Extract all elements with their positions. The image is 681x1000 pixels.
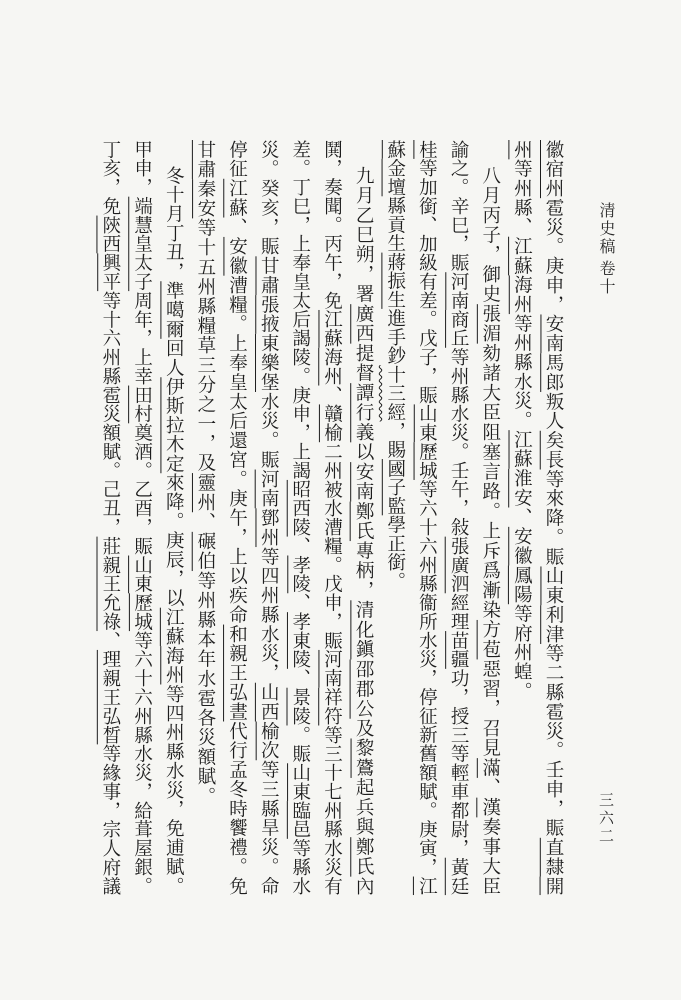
text-column xyxy=(286,140,314,895)
proper-name: 譚行義 xyxy=(353,383,375,443)
proper-name: 東樂堡 xyxy=(258,333,280,392)
proper-name: 漢 xyxy=(479,797,501,818)
proper-name: 河南 xyxy=(258,469,280,509)
proper-name: 安徽 xyxy=(226,236,248,276)
text-run: 來降。庚辰，以 xyxy=(163,473,185,608)
text-run: 等來降。賑 xyxy=(543,469,564,567)
proper-name: 張掖 xyxy=(258,295,280,334)
proper-name: 蘇 xyxy=(384,140,406,159)
text-column xyxy=(381,140,409,590)
proper-name: 矣長 xyxy=(543,430,564,470)
text-run: 諭之。辛巳，賑 xyxy=(448,140,470,273)
text-run: 等四州縣水災， xyxy=(258,547,280,683)
text-column xyxy=(412,140,440,895)
text-column xyxy=(444,140,472,895)
text-run: 等四州縣水災，免逋賦。 xyxy=(163,684,185,896)
text-run: 等州縣本年水雹各災額賦。 xyxy=(194,571,216,806)
text-run: 起兵與 xyxy=(353,777,375,838)
proper-name: 苗疆 xyxy=(448,631,470,669)
text-column xyxy=(223,140,251,895)
text-column xyxy=(96,140,124,895)
proper-name: 直隸 xyxy=(543,837,564,877)
text-run: 九月乙巳朔，署 xyxy=(353,166,375,305)
text-run: 、 xyxy=(289,668,311,688)
proper-name: 州 xyxy=(511,140,533,160)
proper-name: 孝東陵 xyxy=(289,612,311,669)
proper-name: 興平 xyxy=(99,253,121,292)
proper-name: 海州 xyxy=(511,275,533,315)
text-run: 提督 xyxy=(353,343,375,384)
text-column xyxy=(476,166,504,895)
proper-name: 蔣振生 xyxy=(384,252,406,309)
proper-name: 金壇 xyxy=(384,158,406,197)
text-run: 等三十七州縣水災有 xyxy=(321,725,343,896)
text-column xyxy=(128,140,156,895)
proper-name: 淮安 xyxy=(511,468,533,508)
text-run: 叛人 xyxy=(543,391,564,431)
proper-name: 桂 xyxy=(416,140,438,159)
proper-name: 馬郎 xyxy=(543,353,564,392)
text-run: 、 xyxy=(479,777,501,798)
text-run: 功，授三等輕車都尉， xyxy=(448,668,470,858)
proper-name: 張湄 xyxy=(479,304,501,344)
text-column xyxy=(254,140,282,895)
text-column xyxy=(507,140,535,700)
proper-name: 江 xyxy=(416,876,438,896)
text-run: 二州被水漕糧。戊申，賑 xyxy=(321,442,343,650)
book-title: 清史稿 xyxy=(597,202,616,256)
proper-name: 徽宿州 xyxy=(543,140,564,199)
text-run: 等十六州縣雹災額賦。己丑， xyxy=(99,291,121,537)
text-run: 惡習，召見 xyxy=(479,659,501,759)
proper-name: 海州 xyxy=(321,347,343,386)
text-run: 及 xyxy=(353,718,375,739)
text-run: 經理 xyxy=(448,593,470,632)
proper-name: 伊斯拉木定 xyxy=(163,377,185,474)
text-run: 等加銜、加級有差。戊子，賑 xyxy=(416,158,438,405)
text-run: 鬨，奏聞。丙午，免 xyxy=(321,140,343,310)
proper-name: 山東 xyxy=(543,566,564,606)
proper-name: 廣西 xyxy=(353,304,375,344)
text-run: 差。丁巳，上奉皇太后謁陵。庚申，上謁 xyxy=(289,140,311,480)
proper-name: 海州 xyxy=(163,646,185,685)
proper-name: 黎鷟 xyxy=(353,738,375,778)
text-run: 等州縣水災。壬午，敍 xyxy=(448,347,470,537)
proper-name: 利津 xyxy=(543,605,564,644)
text-run: 、 xyxy=(99,631,121,650)
proper-name: 山東 xyxy=(416,404,438,443)
text-run: 劾諸大臣阻塞言路。上斥爲漸染 xyxy=(479,343,501,620)
proper-name: 靈州 xyxy=(194,473,216,513)
proper-name: 滿 xyxy=(479,758,501,778)
text-run: 進手鈔 xyxy=(384,308,406,366)
text-run: 內 xyxy=(353,876,375,896)
text-run: 水災。賑 xyxy=(258,391,280,470)
proper-name: 清化鎭 xyxy=(353,600,375,660)
text-run: 等二縣雹災。壬申，賑 xyxy=(543,643,564,838)
text-run: 等六十六州縣衞所水災，停征新舊額賦。庚寅， xyxy=(416,479,438,877)
text-run: 、 xyxy=(194,512,216,532)
proper-name: 臨邑 xyxy=(289,801,311,839)
proper-name: 山東 xyxy=(131,555,153,594)
text-run: 回人 xyxy=(163,338,185,378)
proper-name: 鄭氏 xyxy=(353,837,375,877)
proper-name: 陝西 xyxy=(99,215,121,254)
proper-name: 邵郡公 xyxy=(353,659,375,719)
text-run: 專柄， xyxy=(353,541,375,601)
proper-name: 方苞 xyxy=(479,619,501,660)
text-run: 學正銜。 xyxy=(384,515,406,591)
proper-name: 鄧州 xyxy=(258,508,280,548)
text-run: 以 xyxy=(353,442,375,463)
proper-name: 準噶爾 xyxy=(163,281,185,339)
proper-name: 昭西陵 xyxy=(289,479,311,537)
proper-name: 國子監 xyxy=(384,459,406,516)
text-run: 奏事大臣 xyxy=(479,817,501,896)
proper-name: 和親王弘晝 xyxy=(226,624,248,722)
proper-name: 秦安 xyxy=(194,179,216,219)
text-run: 等府州蝗。 xyxy=(511,604,533,701)
text-run: 、 xyxy=(511,507,533,527)
proper-name: 甘肅 xyxy=(194,140,216,180)
text-run: 冬十月丁丑， xyxy=(163,166,185,282)
proper-name: 田村 xyxy=(131,385,153,424)
text-run: 等三縣旱災。命 xyxy=(258,760,280,896)
text-run: 等緣事，宗人府議 xyxy=(99,744,121,896)
proper-name: 商丘 xyxy=(448,309,470,348)
proper-name: 端慧皇太子 xyxy=(131,196,153,292)
text-run: 丁亥，免 xyxy=(99,140,121,216)
proper-name: 理親王弘晳 xyxy=(99,649,121,745)
proper-name: 鳳陽 xyxy=(511,565,533,605)
text-run: 甲申， xyxy=(131,140,153,197)
text-run: 。賑 xyxy=(289,725,311,764)
proper-name: 安徽 xyxy=(511,526,533,566)
text-run: 漕糧。上奉皇太后還宮。庚午，上以疾命 xyxy=(226,275,248,625)
proper-name: 山西 xyxy=(258,682,280,722)
text-run: 等十五州縣糧草三分之一，及 xyxy=(194,218,216,474)
proper-name: 江蘇 xyxy=(511,236,533,276)
proper-name: 河南 xyxy=(321,649,343,688)
text-column xyxy=(318,140,346,895)
text-column xyxy=(159,166,187,895)
proper-name: 景陵 xyxy=(289,687,311,726)
running-head xyxy=(594,202,618,296)
proper-name: 榆次 xyxy=(258,721,280,761)
text-run: 災。癸亥，賑 xyxy=(258,140,280,257)
text-run: 代行孟冬時饗禮。免 xyxy=(226,721,248,896)
proper-name: 江蘇 xyxy=(226,178,248,218)
proper-name: 河南 xyxy=(448,272,470,310)
text-run: 雹災。庚申， xyxy=(543,198,564,315)
proper-name: 孝陵 xyxy=(289,555,311,594)
proper-name: 張廣泗 xyxy=(448,536,470,594)
proper-name: 歷城 xyxy=(416,442,438,480)
text-column xyxy=(539,140,567,895)
text-run: 、 xyxy=(321,385,343,405)
proper-name: 歷城 xyxy=(131,593,153,632)
proper-name: 祥符 xyxy=(321,687,343,726)
proper-name: 甘肅 xyxy=(258,256,280,296)
proper-name: 贛榆 xyxy=(321,404,343,443)
page-number: 三六二 xyxy=(597,792,615,846)
proper-name: 江蘇 xyxy=(321,309,343,348)
text-run: ，賜 xyxy=(384,421,406,460)
book-title: 十三經 xyxy=(384,365,406,422)
text-run: 、 xyxy=(226,217,248,237)
proper-name: 江蘇 xyxy=(511,430,533,469)
proper-name: 鄭氏 xyxy=(353,501,375,542)
proper-name: 江蘇 xyxy=(163,607,185,647)
proper-name: 山東 xyxy=(289,763,311,802)
text-run: 停征 xyxy=(226,140,248,179)
text-run: 縣貢生 xyxy=(384,196,406,253)
text-column xyxy=(349,166,377,895)
proper-name: 碾伯 xyxy=(194,531,216,572)
proper-name: 莊親王允祿 xyxy=(99,536,121,632)
proper-name: 黃廷 xyxy=(448,857,470,896)
text-run: 、 xyxy=(289,536,311,556)
text-run: 、 xyxy=(289,593,311,613)
text-run: 等六十六州縣水災，給葺屋銀。 xyxy=(131,631,153,896)
text-run: 等州縣、 xyxy=(511,159,533,237)
volume-label: 卷十 xyxy=(597,260,616,296)
text-run: 等州縣水災。 xyxy=(511,314,533,431)
text-run: 八月丙子，御史 xyxy=(479,166,501,305)
proper-name: 開 xyxy=(543,876,564,896)
text-run: 周年，上幸 xyxy=(131,291,153,386)
text-run: 奠酒。乙酉，賑 xyxy=(131,423,153,556)
text-run: 等縣水 xyxy=(289,838,311,896)
proper-name: 安南 xyxy=(543,314,564,354)
text-column xyxy=(191,140,219,805)
proper-name: 安南 xyxy=(353,462,375,502)
